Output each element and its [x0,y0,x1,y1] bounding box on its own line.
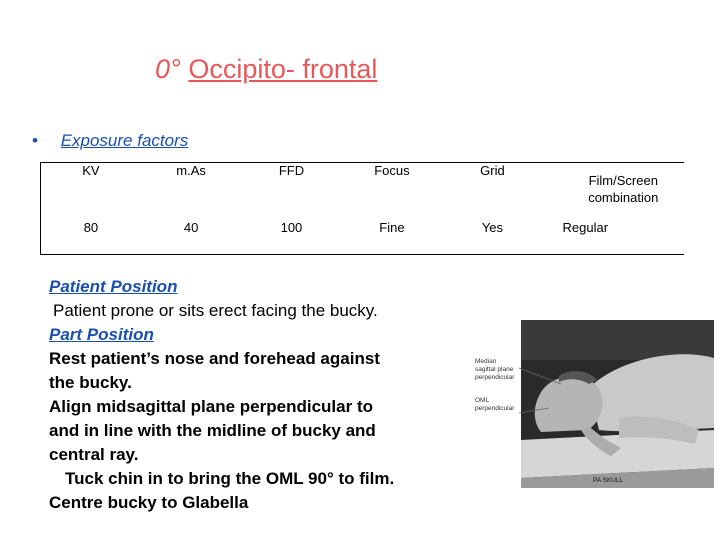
table-row [41,208,685,255]
table-header-row [41,163,685,209]
table-cell-grid: Yes [481,220,504,235]
part-position-line: the bucky. [49,373,132,392]
table-cell-film-screen: Regular [562,220,609,235]
part-position-line: Align midsagittal plane perpendicular to [49,397,373,416]
table-header-film-screen: Film/Screen combination [588,173,659,205]
photo-label-oml-perpendicular: perpendicular [475,405,515,412]
table-cell-mas: 40 [183,220,199,235]
exposure-table [40,162,684,255]
table-header-ffd: FFD [278,163,305,178]
photo-label-perpendicular: perpendicular [475,374,515,381]
table-cell-kv: 80 [83,220,99,235]
table-header-kv: KV [82,163,100,178]
part-position-line: Tuck chin in to bring the OML 90° to film. [65,469,395,488]
table-header-grid: Grid [480,163,505,178]
part-position-line: and in line with the midline of bucky and [49,421,376,440]
photo-label-sagittal-plane: sagittal plane [475,366,514,373]
part-position-line: Centre bucky to Glabella [49,493,249,512]
title-degree: 0° [155,54,181,84]
patient-position-text: Patient prone or sits erect facing the bucky. [53,301,378,320]
patient-figure-illustration [469,318,714,490]
bullet-icon: • [32,131,38,150]
part-position-line: Rest patient’s nose and forehead against [49,349,380,368]
part-position-heading: Part Position [49,325,154,344]
title-name: Occipito- frontal [188,54,378,84]
slide-title [155,54,377,85]
patient-position-heading: Patient Position [49,277,178,296]
table-cell-focus: Fine [379,220,405,235]
photo-label-pa-skull: PA SKULL [593,477,624,484]
pa-skull-photo [469,318,714,490]
table-header-mas: m.As [176,163,206,178]
table-cell-ffd: 100 [280,220,303,235]
part-position-line: central ray. [49,445,139,464]
photo-label-oml: OML [475,397,490,404]
photo-label-median: Median [475,358,497,365]
positioning-text [49,275,489,515]
table-header-focus: Focus [374,163,410,178]
exposure-heading-line [32,131,188,151]
exposure-heading: Exposure factors [60,131,189,150]
